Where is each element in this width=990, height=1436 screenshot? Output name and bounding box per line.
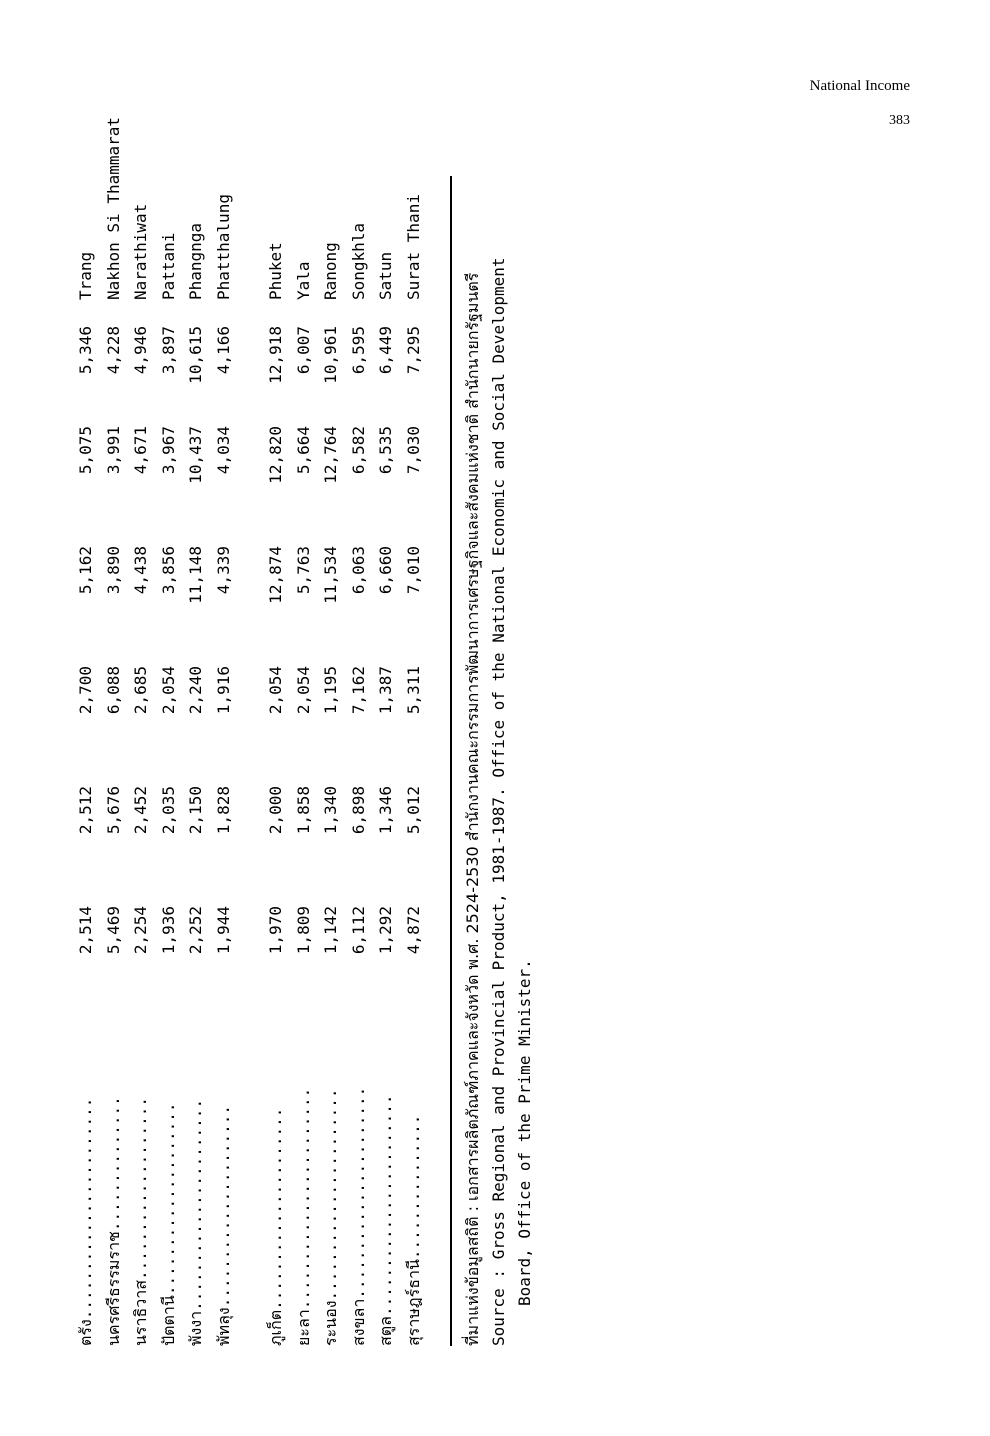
province-english-name: Phatthalung <box>213 194 233 300</box>
province-english-name: Surat Thani <box>403 194 423 300</box>
value-cell: 11,148 <box>186 546 205 604</box>
province-thai-name: นราธิวาส................... <box>131 1096 150 1346</box>
value-cell: 7,295 <box>403 326 423 375</box>
value-cell: 1,858 <box>293 786 313 835</box>
province-thai-name: สตูล....................... <box>376 1094 395 1346</box>
value-cell: 12,764 <box>321 426 340 484</box>
value-cell: 2,252 <box>186 906 205 955</box>
value-cell: 2,240 <box>186 666 205 715</box>
value-cell: 4,228 <box>103 326 123 375</box>
province-english-name: Satun <box>376 251 395 300</box>
value-cell: 1,195 <box>321 666 340 715</box>
value-cell: 6,007 <box>293 326 313 375</box>
value-cell: 1,936 <box>158 906 178 955</box>
table-row <box>72 117 100 1346</box>
value-cell: 1,340 <box>321 786 340 835</box>
value-cell: 3,856 <box>158 546 178 595</box>
province-thai-name: ตรัง....................... <box>76 1097 95 1346</box>
value-cell: 6,898 <box>348 786 368 835</box>
province-thai-name: พังงา...................... <box>186 1098 205 1346</box>
value-cell: 2,000 <box>266 786 285 835</box>
table-row <box>182 117 210 1346</box>
value-cell: 2,054 <box>293 666 313 715</box>
province-thai-name: ระนอง...................... <box>321 1088 340 1346</box>
province-english-name: Trang <box>76 251 95 300</box>
value-cell: 2,054 <box>266 666 285 715</box>
value-cell: 5,162 <box>76 546 95 595</box>
value-cell: 1,916 <box>213 666 233 715</box>
province-english-name: Phangnga <box>186 222 205 300</box>
value-cell: 1,346 <box>376 786 395 835</box>
table-row <box>100 117 128 1346</box>
value-cell: 5,469 <box>103 906 123 955</box>
value-cell: 5,346 <box>76 326 95 375</box>
value-cell: 3,967 <box>158 426 178 475</box>
value-cell: 12,918 <box>266 326 285 384</box>
value-cell: 1,944 <box>213 906 233 955</box>
province-thai-name: ยะลา....................... <box>293 1087 313 1346</box>
province-thai-name: ปัตตานี.................... <box>158 1102 178 1346</box>
province-thai-name: นครศรีธรรมราช.............. <box>103 1096 123 1346</box>
value-cell: 3,897 <box>158 326 178 375</box>
value-cell: 3,890 <box>103 546 123 595</box>
value-cell: 2,514 <box>76 906 95 955</box>
value-cell: 6,063 <box>348 546 368 595</box>
table-row <box>317 117 345 1346</box>
value-cell: 10,961 <box>321 326 340 384</box>
value-cell: 6,535 <box>376 426 395 475</box>
value-cell: 1,142 <box>321 906 340 955</box>
value-cell: 4,946 <box>131 326 150 375</box>
thai-source-note: ที่มาแห่งข้อมูลสถิติ : เอกสารผลิตภัณฑ์ภาคและจังหวัด พ.ศ. 2524-2530 สำนักงานคณะกรรมการพัฒนาการเศรษฐกิจและสังคมแห่งชาติ สำนักนายกรัฐมนตรี <box>463 272 482 1346</box>
value-cell: 1,292 <box>376 906 395 955</box>
value-cell: 6,595 <box>348 326 368 375</box>
value-cell: 3,991 <box>103 426 123 475</box>
value-cell: 12,874 <box>266 546 285 604</box>
source-note-line-1: Source : Gross Regional and Provincial Product, 1981-1987. Office of the National Economic and Social Development <box>489 257 508 1346</box>
province-english-name: Songkhla <box>348 222 368 300</box>
table-row <box>372 117 400 1346</box>
value-cell: 5,075 <box>76 426 95 475</box>
value-cell: 4,438 <box>131 546 150 595</box>
value-cell: 4,034 <box>213 426 233 475</box>
value-cell: 4,166 <box>213 326 233 375</box>
province-english-name: Yala <box>293 261 313 300</box>
table-row <box>127 117 155 1346</box>
value-cell: 4,339 <box>213 546 233 595</box>
value-cell: 7,030 <box>403 426 423 475</box>
value-cell: 5,676 <box>103 786 123 835</box>
table-row <box>210 117 238 1346</box>
value-cell: 2,035 <box>158 786 178 835</box>
value-cell: 1,828 <box>213 786 233 835</box>
value-cell: 6,088 <box>103 666 123 715</box>
value-cell: 10,437 <box>186 426 205 484</box>
value-cell: 1,970 <box>266 906 285 955</box>
page-header-title: National Income <box>809 78 910 94</box>
value-cell: 4,872 <box>403 906 423 955</box>
value-cell: 7,010 <box>403 546 423 595</box>
province-english-name: Phuket <box>266 242 285 300</box>
province-english-name: Narathiwat <box>131 203 150 300</box>
value-cell: 2,685 <box>131 666 150 715</box>
value-cell: 5,012 <box>403 786 423 835</box>
table-row <box>262 117 290 1346</box>
value-cell: 12,820 <box>266 426 285 484</box>
table-row <box>345 117 373 1346</box>
source-notes <box>460 257 538 1346</box>
province-thai-name: สุราษฎร์ธานี............... <box>403 1114 423 1346</box>
province-thai-name: ภูเก็ต..................... <box>266 1107 285 1346</box>
table-row <box>155 117 183 1346</box>
value-cell: 2,700 <box>76 666 95 715</box>
table-row <box>290 117 318 1346</box>
value-cell: 6,660 <box>376 546 395 595</box>
value-cell: 2,452 <box>131 786 150 835</box>
source-note-line-2: Board, Office of the Prime Minister. <box>515 959 534 1306</box>
value-cell: 5,664 <box>293 426 313 475</box>
value-cell: 2,254 <box>131 906 150 955</box>
value-cell: 10,615 <box>186 326 205 384</box>
provincial-income-table <box>72 117 427 1346</box>
province-english-name: Nakhon Si Thammarat <box>103 116 123 300</box>
value-cell: 6,582 <box>348 426 368 475</box>
value-cell: 4,671 <box>131 426 150 475</box>
value-cell: 7,162 <box>348 666 368 715</box>
value-cell: 1,387 <box>376 666 395 715</box>
province-thai-name: สงขลา...................... <box>348 1086 368 1346</box>
value-cell: 2,512 <box>76 786 95 835</box>
value-cell: 6,449 <box>376 326 395 375</box>
value-cell: 2,054 <box>158 666 178 715</box>
value-cell: 6,112 <box>348 906 368 955</box>
page-number: 383 <box>889 113 910 128</box>
value-cell: 1,809 <box>293 906 313 955</box>
value-cell: 5,311 <box>403 666 423 715</box>
value-cell: 5,763 <box>293 546 313 595</box>
province-english-name: Pattani <box>158 232 178 300</box>
value-cell: 11,534 <box>321 546 340 604</box>
province-english-name: Ranong <box>321 242 340 300</box>
value-cell: 2,150 <box>186 786 205 835</box>
province-thai-name: พัทลุง..................... <box>213 1105 233 1346</box>
table-row <box>400 117 428 1346</box>
